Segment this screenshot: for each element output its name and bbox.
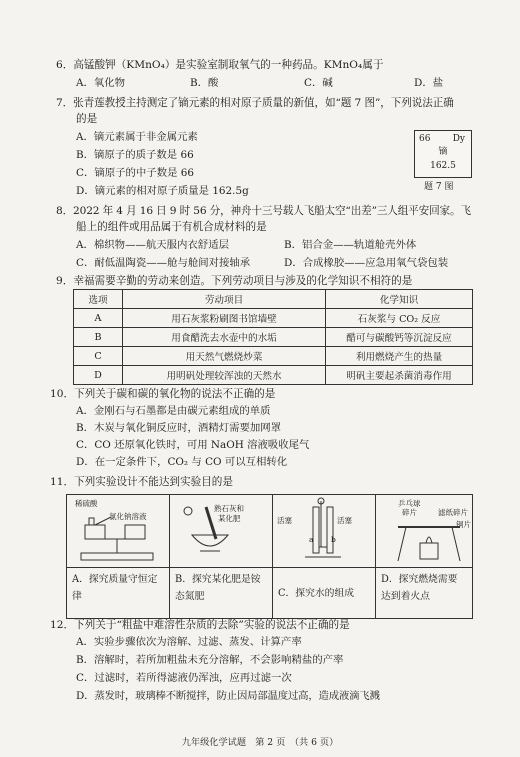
- figure-b-cell: [170, 495, 273, 568]
- q10-option-c: C．CO 还原氧化铁时，可用 NaOH 溶液吸收尾气: [76, 439, 310, 451]
- atomic-number: 66: [419, 134, 431, 144]
- tripod-burner-drawing: [376, 495, 476, 565]
- table-cell: 醋可与碳酸钙等沉淀反应: [326, 328, 473, 347]
- experiment-captions-row: [67, 568, 473, 619]
- table-cell: B: [74, 328, 123, 347]
- q7-stem-cont: 的是: [76, 113, 98, 125]
- balance-apparatus-drawing: [67, 495, 167, 565]
- figure-c-label: b: [331, 535, 336, 544]
- element-cell-figure: [414, 130, 472, 178]
- caption-a: A．探究质量守恒定律: [67, 568, 170, 619]
- q8-option-b: B．铝合金——轨道舱壳外体: [284, 239, 417, 251]
- q7-option-d: D．镝元素的相对原子质量是 162.5g: [76, 185, 249, 197]
- table-cell: 利用燃烧产生的热量: [326, 347, 473, 366]
- q10-stem: 10．下列关于碳和碳的氧化物的说法不正确的是: [50, 388, 276, 400]
- q10-option-d: D．在一定条件下，CO₂ 与 CO 可以互相转化: [76, 456, 288, 468]
- table-row: [74, 328, 473, 347]
- table-cell: 用食醋洗去水壶中的水垢: [123, 328, 326, 347]
- figure-b-label: 某化肥: [218, 514, 241, 523]
- table-row: [74, 347, 473, 366]
- mortar-pestle-drawing: [170, 495, 270, 565]
- q6-option-c: C．碱: [304, 77, 333, 89]
- caption-d: D．探究燃烧需要达到着火点: [376, 568, 473, 619]
- table-cell: A: [74, 309, 123, 328]
- q12-stem: 12．下列关于“粗盐中难溶性杂质的去除”实验的说法不正确的是: [50, 619, 350, 631]
- figure-a-label: 稀硫酸: [75, 499, 98, 508]
- q6-option-d: D．盐: [414, 77, 444, 89]
- figure-d-label: 铜片: [456, 520, 471, 529]
- figure-c-label: 活塞: [277, 516, 292, 525]
- figure-c-label: 活塞: [337, 516, 352, 525]
- table-row: [74, 366, 473, 385]
- figure-7-caption: 题 7 图: [424, 182, 454, 192]
- q12-option-d: D．蒸发时，玻璃棒不断搅拌，防止因局部温度过高，造成液滴飞溅: [76, 690, 380, 702]
- q9-table: [73, 289, 473, 385]
- q12-option-c: C．过滤时，若所得滤液仍浑浊，应再过滤一次: [76, 672, 292, 684]
- q11-experiment-table: [66, 494, 473, 619]
- q12-option-b: B．溶解时，若所加粗盐未充分溶解，不会影响精盐的产率: [76, 654, 344, 666]
- q7-option-a: A．镝元素属于非金属元素: [76, 131, 198, 143]
- q11-stem: 11．下列实验设计不能达到实验目的是: [50, 476, 233, 488]
- column-header: 化学知识: [326, 290, 473, 309]
- q8-option-d: D．合成橡胶——应急用氧气袋包装: [284, 257, 449, 269]
- q8-stem: 8．2022 年 4 月 16 日 9 时 56 分，神舟十三号载人飞船太空“出差”三人组平安回家。飞: [56, 205, 471, 217]
- q9-stem: 9．幸福需要辛勤的劳动来创造。下列劳动项目与涉及的化学知识不相符的是: [56, 275, 413, 287]
- figure-b-label: 熟石灰和: [214, 504, 244, 513]
- table-cell: 用明矾处理较浑浊的天然水: [123, 366, 326, 385]
- element-name: 镝: [438, 147, 448, 157]
- table-cell: 明矾主要起杀菌消毒作用: [326, 366, 473, 385]
- table-cell: 用天然气燃烧炒菜: [123, 347, 326, 366]
- table-cell: 石灰浆与 CO₂ 反应: [326, 309, 473, 328]
- q6-option-b: B．酸: [190, 77, 219, 89]
- caption-b: B．探究某化肥是铵态氮肥: [170, 568, 273, 619]
- q7-option-b: B．镝原子的质子数是 66: [76, 149, 194, 161]
- figure-a-label: 氯化钠溶液: [109, 512, 147, 521]
- figure-a-cell: [67, 495, 170, 568]
- q10-option-a: A．金刚石与石墨都是由碳元素组成的单质: [76, 405, 271, 417]
- q8-option-c: C．耐低温陶瓷——舱与舱间对接轴承: [76, 257, 251, 269]
- caption-c: C．探究水的组成: [273, 568, 376, 619]
- electrolysis-apparatus-drawing: [273, 495, 373, 565]
- figure-c-label: a: [309, 535, 314, 544]
- q10-option-b: B．木炭与氧化铜反应时，酒精灯需要加网罩: [76, 422, 282, 434]
- q8-stem-cont: 船上的组件或用品属于有机合成材料的是: [76, 221, 267, 233]
- q7-stem: 7．张青莲教授主持测定了镝元素的相对原子质量的新值，如“题 7 图”，下列说法正确: [56, 97, 454, 109]
- table-cell: C: [74, 347, 123, 366]
- q8-option-a: A．棉织物——航天服内衣舒适层: [76, 239, 229, 251]
- table-cell: D: [74, 366, 123, 385]
- figure-c-cell: [273, 495, 376, 568]
- q6-option-a: A．氧化物: [76, 77, 126, 89]
- q7-option-c: C．镝原子的中子数是 66: [76, 167, 194, 179]
- experiment-figures-row: [67, 495, 473, 568]
- element-symbol: Dy: [452, 134, 465, 144]
- column-header: 选项: [74, 290, 123, 309]
- figure-d-label: 乒乓球: [398, 499, 421, 508]
- table-cell: 用石灰浆粉刷图书馆墙壁: [123, 309, 326, 328]
- q12-option-a: A．实验步骤依次为溶解、过滤、蒸发、计算产率: [76, 636, 302, 648]
- atomic-mass: 162.5: [430, 161, 456, 171]
- figure-d-cell: [376, 495, 473, 568]
- figure-d-label: 碎片: [402, 508, 417, 517]
- column-header: 劳动项目: [123, 290, 326, 309]
- q6-stem: 6．高锰酸钾（KMnO₄）是实验室制取氧气的一种药品。KMnO₄属于: [56, 59, 384, 71]
- figure-d-label: 滤纸碎片: [438, 508, 468, 517]
- page-footer: 九年级化学试题 第 2 页 （共 6 页）: [181, 737, 339, 748]
- table-row: [74, 309, 473, 328]
- table-header-row: [74, 290, 473, 309]
